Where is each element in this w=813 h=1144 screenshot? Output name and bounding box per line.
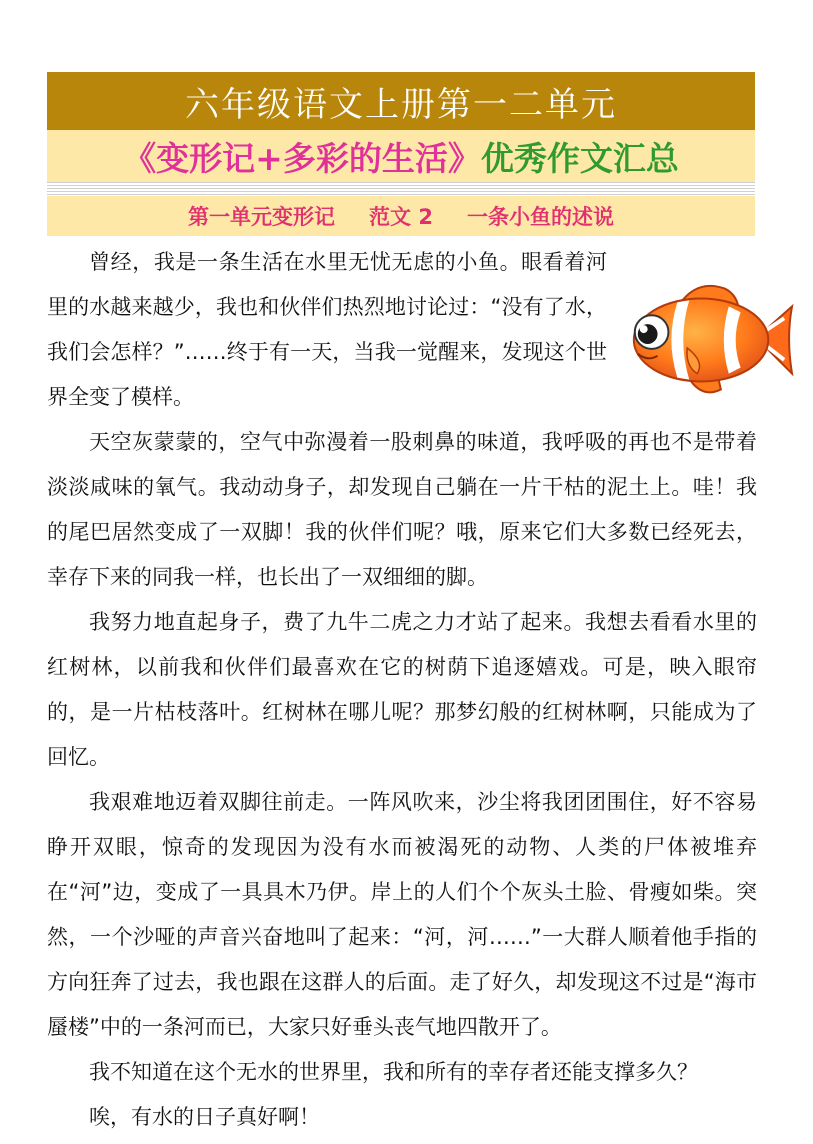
paragraph: 曾经，我是一条生活在水里无忧无虑的小鱼。眼看着河里的水越来越少，我也和伙伴们热烈地讨论过：“没有了水，我们会怎样？”……终于有一天，当我一觉醒来，发现这个世界全变了模样。 <box>47 250 607 409</box>
subtitle-collection: 优秀作文汇总 <box>480 138 679 178</box>
subtitle-band <box>47 130 755 182</box>
title-banner <box>47 72 755 130</box>
essay-title: 一条小鱼的述说 <box>466 205 614 229</box>
subtitle-topic: 《变形记+多彩的生活》 <box>123 138 481 178</box>
section-heading <box>47 196 755 236</box>
section-sample: 范文 2 <box>369 205 433 229</box>
decorative-stripes <box>47 182 755 196</box>
paragraph: 我艰难地迈着双脚往前走。一阵风吹来，沙尘将我团团围住，好不容易睁开双眼，惊奇的发现因为没有水而被渴死的动物、人类的尸体被堆弃在“河”边，变成了一具具木乃伊。岸上的人们个个灰头土脸、骨瘦如柴。突然，一个沙哑的声音兴奋地叫了起来：“河，河……”一大群人顺着他手指的方向狂奔了过去，我也跟在这群人的后面。走了好久，却发现这不过是“海市蜃楼”中的一条河而已，大家只好垂头丧气地四散开了。 <box>47 790 757 1039</box>
section-unit: 第一单元变形记 <box>188 205 336 229</box>
paragraph: 唉，有水的日子真好啊！ <box>89 1105 320 1129</box>
paragraph: 我不知道在这个无水的世界里，我和所有的幸存者还能支撑多久？ <box>89 1060 698 1084</box>
essay-body <box>47 240 757 1140</box>
paragraph: 我努力地直起身子，费了九牛二虎之力才站了起来。我想去看看水里的红树林，以前我和伙伴们最喜欢在它的树荫下追逐嬉戏。可是，映入眼帘的，是一片枯枝落叶。红树林在哪儿呢？那梦幻般的红树林啊，只能成为了回忆。 <box>47 610 757 769</box>
paragraph: 天空灰蒙蒙的，空气中弥漫着一股刺鼻的味道，我呼吸的再也不是带着淡淡咸味的氧气。我动动身子，却发现自己躺在一片干枯的泥土上。哇！我的尾巴居然变成了一双脚！我的伙伴们呢？哦，原来它们大多数已经死去，幸存下来的同我一样，也长出了一双细细的脚。 <box>47 430 757 589</box>
page-title: 六年级语文上册第一二单元 <box>185 84 617 125</box>
